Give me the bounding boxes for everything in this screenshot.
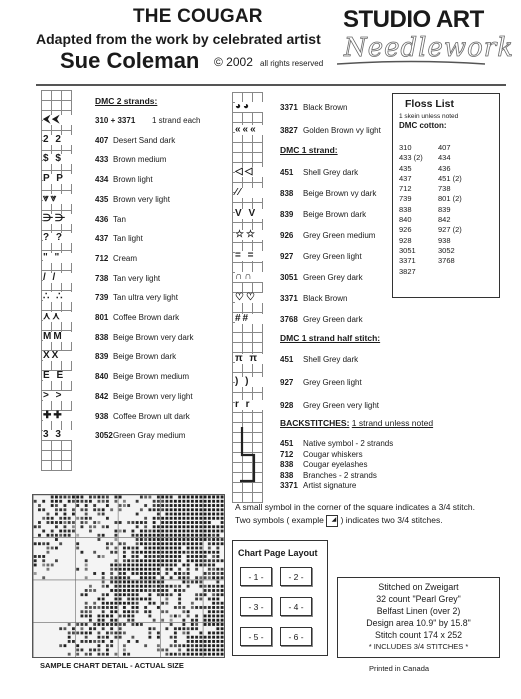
- legend-dmc-code: 928: [280, 401, 294, 410]
- stitch-info-line: 32 count "Pearl Grey": [376, 594, 461, 604]
- grid-cell: [52, 461, 62, 471]
- grid-cell: [62, 91, 72, 101]
- grid-cell: [243, 363, 253, 373]
- floss-item: 310: [399, 143, 412, 152]
- legend-color-name: Tan ultra very light: [113, 293, 178, 303]
- legend-symbol: > >: [43, 391, 73, 401]
- grid-cell: [52, 321, 62, 331]
- legend-color-name: Tan very light: [113, 273, 161, 283]
- floss-item: 451 (2): [438, 173, 462, 183]
- floss-item: 838: [399, 204, 412, 214]
- legend-dmc-code: 3371: [280, 294, 298, 303]
- legend-dmc-code: 3052: [95, 431, 113, 441]
- legend-dmc-code: 739: [95, 293, 109, 303]
- legend-dmc-code: 437: [95, 234, 109, 244]
- floss-item: 842: [438, 215, 451, 225]
- floss-item: 3052: [438, 245, 455, 255]
- legend-dmc-code: 310 + 3371: [95, 116, 136, 125]
- legend-dmc-code: 926: [280, 231, 294, 240]
- floss-item: 840: [399, 215, 412, 225]
- mid-legend-header-halfstitch: DMC 1 strand half stitch:: [280, 333, 381, 343]
- grid-cell: [253, 323, 263, 333]
- legend-symbol: ##: [235, 314, 265, 324]
- legend-color-name: Grey Green light: [303, 252, 362, 261]
- floss-list-note: 1 skein unless noted: [399, 113, 459, 120]
- legend-dmc-code: 407: [95, 135, 109, 145]
- legend-dmc-code: 451: [280, 355, 294, 364]
- logo-swoosh: [337, 60, 485, 66]
- stitch-info-line: Stitched on Zweigart: [378, 582, 459, 592]
- rights-text: all rights reserved: [260, 59, 324, 68]
- legend-dmc-code: 838: [95, 332, 109, 342]
- legend-color-name: Beige Brown dark: [303, 210, 367, 219]
- legend-dmc-code: 839: [280, 210, 294, 219]
- sample-chart-detail: [32, 494, 225, 658]
- legend-symbol: " ": [43, 253, 73, 263]
- legend-color-name: Grey Green dark: [303, 315, 363, 324]
- legend-symbol: $ $: [43, 154, 73, 164]
- grid-cell: [42, 101, 52, 111]
- backstitch-code: 3371: [280, 481, 298, 490]
- grid-cell: [42, 461, 52, 471]
- legend-color-name: Cream: [113, 253, 138, 263]
- legend-dmc-code: 451: [280, 168, 294, 177]
- backstitch-code: 451: [280, 439, 294, 448]
- legend-dmc-code: 434: [95, 175, 109, 185]
- grid-cell: [62, 381, 72, 391]
- grid-cell: [62, 101, 72, 111]
- legend-symbol: 2 2: [43, 135, 73, 145]
- legend-color-name: Grey Green very light: [303, 401, 380, 410]
- grid-cell: [253, 303, 263, 313]
- floss-item: 3051: [399, 245, 416, 255]
- floss-item: 3768: [438, 256, 455, 266]
- legend-dmc-code: 938: [95, 411, 109, 421]
- legend-dmc-code: 801: [95, 313, 109, 322]
- floss-item: 839: [438, 204, 451, 214]
- legend-color-name: Tan: [113, 214, 126, 224]
- legend-dmc-code: 842: [95, 391, 109, 401]
- backstitch-header-row: [280, 418, 433, 428]
- grid-cell: [52, 441, 62, 451]
- grid-cell: [62, 441, 72, 451]
- legend-color-name: Coffee Brown ult dark: [113, 411, 190, 421]
- backstitch-name: Branches - 2 strands: [303, 470, 377, 480]
- legend-symbol: = =: [235, 251, 265, 261]
- legend-symbol: P P: [43, 174, 73, 184]
- legend-color-name: Beige Brown dark: [113, 352, 177, 362]
- grid-cell: [253, 113, 263, 123]
- backstitch-name: Native symbol - 2 strands: [303, 439, 394, 448]
- grid-cell: [243, 143, 253, 153]
- legend-symbol: ☆☆: [235, 230, 265, 240]
- grid-cell: [42, 321, 52, 331]
- grid-cell: [253, 153, 263, 163]
- page-title: THE COUGAR: [133, 6, 263, 27]
- floss-list-title: Floss List: [405, 98, 455, 110]
- legend-symbol: ◁◁: [235, 167, 265, 177]
- grid-cell: [253, 413, 263, 423]
- backstitch-name: Cougar whiskers: [303, 449, 363, 459]
- legend-dmc-code: 3768: [280, 315, 298, 324]
- legend-symbol: XX: [43, 351, 73, 361]
- left-legend-header: DMC 2 strands:: [95, 96, 158, 106]
- legend-symbol: π π: [235, 354, 265, 364]
- mid-legend-header-1strand: DMC 1 strand:: [280, 145, 338, 155]
- grid-cell: [42, 301, 52, 311]
- chart-page-1: - 1 -: [240, 567, 272, 586]
- grid-cell: [52, 451, 62, 461]
- legend-dmc-code: 927: [280, 252, 294, 261]
- floss-item: 437: [399, 173, 412, 183]
- logo-studio-art: STUDIO ART: [343, 6, 484, 33]
- chart-page-4: - 4 -: [280, 597, 312, 616]
- legend-color-name: Beige Brown vy dark: [303, 189, 377, 198]
- stitch-info-line: Stitch count 174 x 252: [374, 630, 463, 640]
- stitch-info-line: Belfast Linen (over 2): [376, 606, 461, 616]
- legend-dmc-code: 840: [95, 372, 109, 382]
- grid-cell: [62, 451, 72, 461]
- legend-color-name: Brown light: [113, 175, 153, 185]
- grid-cell: [233, 363, 243, 373]
- grid-cell: [42, 441, 52, 451]
- legend-symbol: V V: [235, 209, 265, 219]
- legend-dmc-code: 712: [95, 253, 109, 263]
- legend-symbol: ∴ ∴: [43, 292, 73, 302]
- grid-cell: [253, 143, 263, 153]
- chart-layout-title: Chart Page Layout: [238, 548, 318, 558]
- chart-page-5: - 5 -: [240, 627, 272, 646]
- grid-cell: [52, 101, 62, 111]
- backstitch-symbol-icon: [236, 425, 260, 485]
- legend-symbol: E E: [43, 371, 73, 381]
- floss-column-2: [438, 143, 462, 267]
- grid-cell: [62, 321, 72, 331]
- floss-item: 938: [438, 235, 451, 245]
- grid-cell: [243, 343, 253, 353]
- floss-item: 926: [399, 225, 412, 235]
- floss-item: 739: [399, 194, 412, 204]
- copyright-year: © 2002: [214, 55, 253, 69]
- legend-color-name: 1 strand each: [152, 116, 201, 125]
- legend-symbol: ✚✚: [43, 411, 73, 421]
- grid-cell: [233, 303, 243, 313]
- floss-item: 434: [438, 153, 451, 163]
- legend-dmc-code: 433: [95, 155, 109, 165]
- sample-chart-label: SAMPLE CHART DETAIL - ACTUAL SIZE: [40, 661, 184, 670]
- floss-list-subtitle: DMC cotton:: [399, 121, 447, 130]
- backstitch-header: BACKSTITCHES:: [280, 418, 350, 428]
- legend-dmc-code: 3371: [280, 103, 298, 112]
- floss-column-1: [399, 143, 423, 277]
- floss-item: 436: [438, 163, 451, 173]
- legend-dmc-code: 436: [95, 214, 109, 224]
- legend-color-name: Black Brown: [303, 103, 348, 112]
- floss-item: 738: [438, 184, 451, 194]
- grid-cell: [42, 451, 52, 461]
- legend-symbol: ) ): [235, 377, 265, 387]
- legend-color-name: Green Grey dark: [303, 273, 363, 282]
- floss-item: 927 (2): [438, 225, 462, 235]
- grid-cell: [253, 363, 263, 373]
- legend-symbol: MM: [43, 332, 73, 342]
- legend-color-name: Beige Brown very light: [113, 391, 193, 401]
- grid-cell: [42, 91, 52, 101]
- chart-page-3: - 3 -: [240, 597, 272, 616]
- grid-cell: [243, 323, 253, 333]
- backstitch-note: 1 strand unless noted: [351, 418, 434, 428]
- legend-dmc-code: 3051: [280, 273, 298, 282]
- legend-color-name: Tan light: [113, 234, 143, 244]
- legend-color-name: Shell Grey dark: [303, 355, 359, 364]
- legend-symbol: 3 3: [43, 430, 73, 440]
- grid-cell: [52, 301, 62, 311]
- legend-color-name: Black Brown: [303, 294, 348, 303]
- stitch-info-line: Design area 10.9" by 15.8": [366, 618, 471, 628]
- legend-symbol: ? ?: [43, 233, 73, 243]
- legend-dmc-code: 738: [95, 273, 109, 283]
- note-line-2-text: Two symbols ( example: [235, 515, 324, 525]
- grid-cell: [233, 333, 243, 343]
- floss-item: 433 (2): [399, 153, 423, 163]
- three-quarter-example-icon: ◢: [326, 515, 338, 527]
- grid-cell: [62, 461, 72, 471]
- note-line-2: [235, 514, 443, 527]
- floss-item: 712: [399, 184, 412, 194]
- legend-symbol: ♡♡: [235, 293, 265, 303]
- legend-symbol: ⩔⩔: [43, 194, 73, 204]
- grid-cell: [243, 413, 253, 423]
- legend-color-name: Coffee Brown dark: [113, 313, 180, 322]
- legend-color-name: Golden Brown vy light: [303, 126, 381, 135]
- artist-name: Sue Coleman: [60, 48, 200, 73]
- floss-item: 3827: [399, 266, 416, 276]
- legend-symbol: ⋺⋺: [43, 214, 73, 224]
- legend-color-name: Brown very light: [113, 194, 170, 204]
- grid-cell: [233, 143, 243, 153]
- legend-symbol: «««: [235, 125, 265, 135]
- legend-color-name: Shell Grey dark: [303, 168, 359, 177]
- backstitch-code: 838: [280, 470, 294, 480]
- legend-color-name: Desert Sand dark: [113, 135, 176, 145]
- grid-cell: [243, 113, 253, 123]
- grid-cell: [243, 333, 253, 343]
- grid-cell: [253, 343, 263, 353]
- grid-cell: [243, 303, 253, 313]
- header-divider: [36, 84, 506, 86]
- floss-item: 928: [399, 235, 412, 245]
- grid-cell: [62, 341, 72, 351]
- note-line-2-end: ) indicates two 3/4 stitches.: [340, 515, 443, 525]
- legend-symbol: r r: [235, 400, 265, 410]
- chart-page-6: - 6 -: [280, 627, 312, 646]
- legend-symbol: ∩∩: [235, 272, 265, 282]
- grid-cell: [253, 333, 263, 343]
- floss-item: 407: [438, 143, 451, 152]
- legend-symbol: ⁄⁄: [235, 188, 265, 198]
- chart-page-2: - 2 -: [280, 567, 312, 586]
- legend-dmc-code: 435: [95, 194, 109, 204]
- backstitch-code: 712: [280, 449, 294, 459]
- backstitch-code: 838: [280, 460, 294, 469]
- legend-symbol: ⋏⋏: [43, 312, 73, 322]
- floss-item: 3371: [399, 256, 416, 266]
- grid-cell: [233, 343, 243, 353]
- grid-cell: [233, 413, 243, 423]
- grid-cell: [62, 301, 72, 311]
- grid-cell: [233, 323, 243, 333]
- grid-cell: [233, 153, 243, 163]
- backstitch-name: Artist signature: [303, 481, 357, 490]
- legend-color-name: Green Gray medium: [113, 431, 186, 441]
- stitch-info-line: * INCLUDES 3/4 STITCHES *: [368, 642, 469, 651]
- legend-dmc-code: 927: [280, 378, 294, 387]
- legend-symbol: ⮜⮜: [43, 115, 73, 125]
- floss-item: 435: [399, 163, 412, 173]
- legend-color-name: Brown medium: [113, 155, 167, 165]
- legend-symbol: / /: [43, 273, 73, 283]
- legend-color-name: Grey Green medium: [303, 231, 376, 240]
- grid-cell: [233, 113, 243, 123]
- logo-needlework: Needlework: [344, 33, 514, 63]
- legend-color-name: Beige Brown medium: [113, 372, 190, 382]
- legend-color-name: Beige Brown very dark: [113, 332, 194, 342]
- legend-color-name: Grey Green light: [303, 378, 362, 387]
- legend-dmc-code: 839: [95, 352, 109, 362]
- note-line-1: A small symbol in the corner of the square indicates a 3/4 stitch.: [235, 502, 476, 512]
- grid-cell: [243, 153, 253, 163]
- grid-cell: [52, 91, 62, 101]
- printed-in-canada: Printed in Canada: [369, 664, 430, 673]
- backstitch-name: Cougar eyelashes: [303, 460, 368, 469]
- floss-item: 801 (2): [438, 194, 462, 204]
- legend-dmc-code: 3827: [280, 126, 298, 135]
- legend-symbol: ◕◕: [235, 102, 265, 112]
- subtitle: Adapted from the work by celebrated artist: [36, 31, 321, 47]
- legend-dmc-code: 838: [280, 189, 294, 198]
